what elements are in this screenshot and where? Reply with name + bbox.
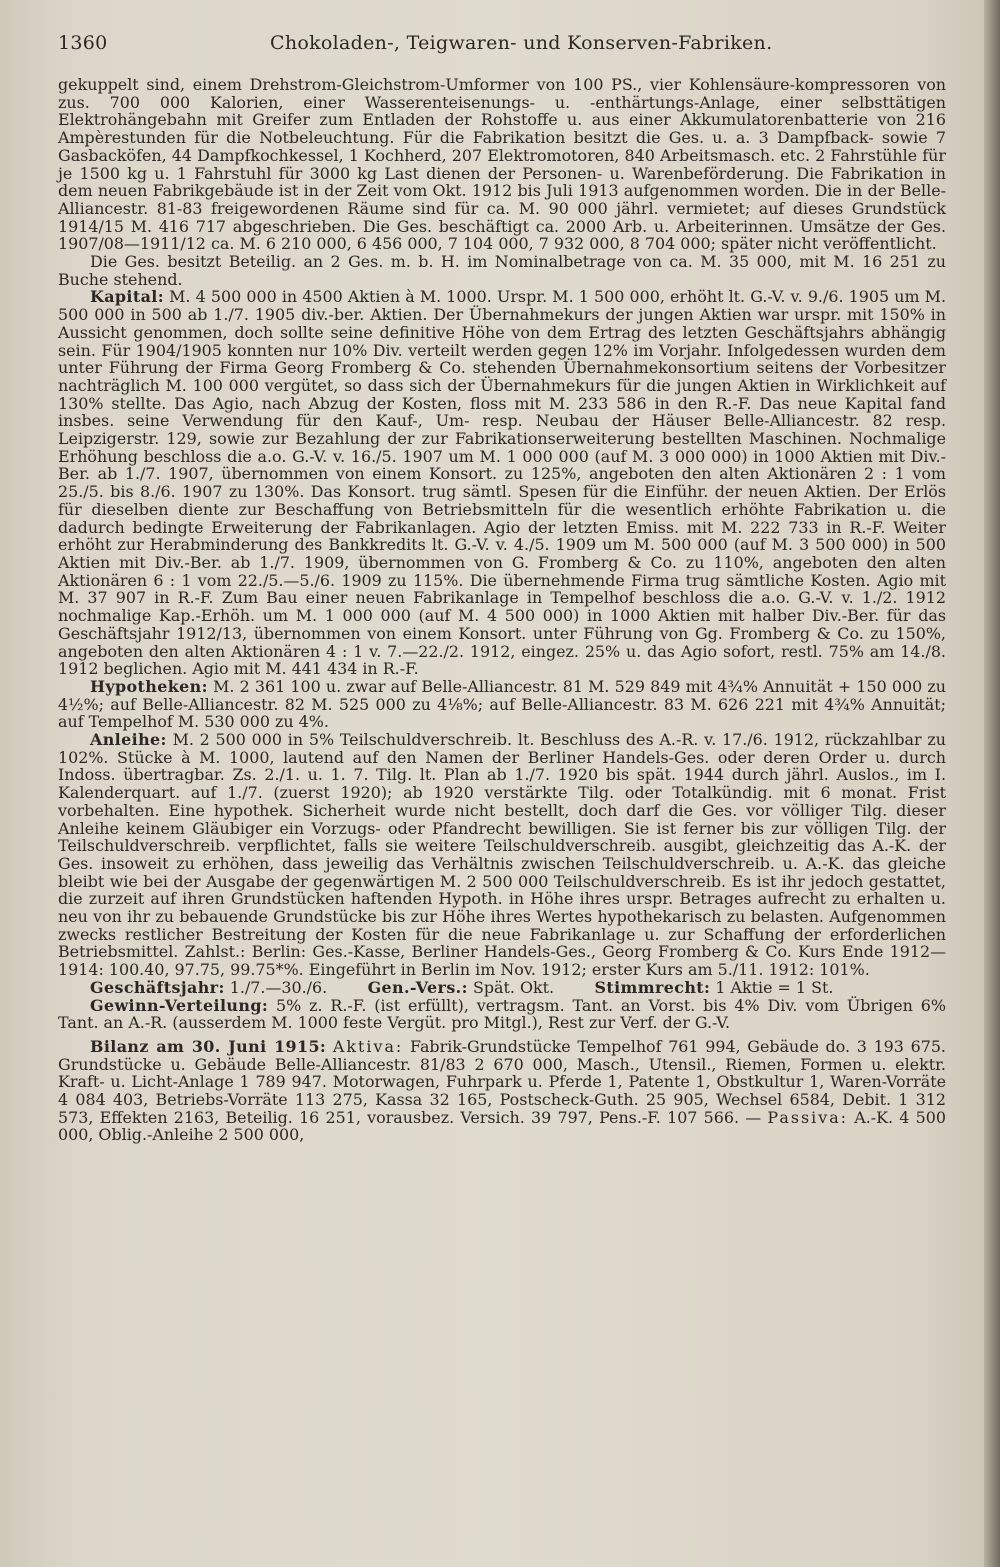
page-edge-shadow bbox=[984, 0, 1000, 1567]
section-kapital bbox=[58, 288, 946, 677]
bilanz-text: Fabrik-Grundstücke Tempelhof 761 994, Gebäude do. 3 193 675. Grundstücke u. Gebäude Belle-Alliancestr. 81/83 2 670 000, Masch., Utensil., Riemen, Formen u. elektr. Kraft- u. Licht-Anlage 1 789 947. Motorwagen, Fuhrpark u. Pferde 1, Patente 1, Obstkultur 1, Waren-Vorräte 4 084 403, Betriebs-Vorräte 113 275, Kassa 32 165, Postscheck-Guth. 25 905, Wechsel 6584, Debit. 1 312 573, Effekten 2163, Beteilig. 16 251, vorausbez. Versich. 39 797, Pens.-F. 107 566. — bbox=[58, 1036, 946, 1127]
kapital-text: M. 4 500 000 in 4500 Aktien à M. 1000. Urspr. M. 1 500 000, erhöht lt. G.-V. v. 9./6. 1905 um M. 500 000 in 500 ab 1./7. 1905 div.-ber. Aktien. Der Übernahmekurs der jungen Aktien war urspr. mit 150% in Aussicht genommen, doch sollte seine definitive Höhe von dem Ertrag des letzten Geschäftsjahrs abhängig sein. Für 1904/1905 konnten nur 10% Div. verteilt werden gegen 12% im Vorjahr. Infolgedessen wurden dem unter Führung der Firma Georg Fromberg & Co. stehenden Übernahmekonsortium seitens der Vorbesitzer nachträglich M. 100 000 vergütet, so dass sich der Übernahmekurs für die jungen Aktien in Wirklichkeit auf 130% stellte. Das Agio, nach Abzug der Kosten, floss mit M. 233 586 in den R.-F. Das neue Kapital fand insbes. seine Verwendung für den Kauf-, Um- resp. Neubau der Häuser Belle-Alliancestr. 82 resp. Leipzigerstr. 129, sowie zur Bezahlung der zur Fabrikationserweiterung bestellten Maschinen. Nochmalige Erhöhung beschloss die a.o. G.-V. v. 16./5. 1907 um M. 1 000 000 (auf M. 3 000 000) in 1000 Aktien mit Div.-Ber. ab 1./7. 1907, übernommen von einem Konsort. zu 125%, angeboten den alten Aktionären 2 : 1 vom 25./5. bis 8./6. 1907 zu 130%. Das Konsort. trug sämtl. Spesen für die Einführ. der neuen Aktien. Der Erlös für dieselben diente zur Beschaffung von Betriebsmitteln für die wesentlich erhöhte Fabrikation u. die dadurch bedingte Erweiterung der Fabrikanlagen. Agio der letzten Emiss. mit M. 222 733 in R.-F. Weiter erhöht zur Herabminderung des Bankkredits lt. G.-V. v. 4./5. 1909 um M. 500 000 (auf M. 3 500 000) in 500 Aktien mit Div.-Ber. ab 1./7. 1909, übernommen von G. Fromberg & Co. zu 110%, angeboten den alten Aktionären 6 : 1 vom 22./5.—5./6. 1909 zu 115%. Die übernehmende Firma trug sämtliche Kosten. Agio mit M. 37 907 in R.-F. Zum Bau einer neuen Fabrikanlage in Tempelhof beschloss die a.o. G.-V. v. 1./2. 1912 nochmalige Kap.-Erhöh. um M. 1 000 000 (auf M. 4 500 000) in 1000 Aktien mit halber Div.-Ber. für das Geschäftsjahr 1912/13, übernommen von einem Konsort. unter Führung von Gg. Fromberg & Co. zu 150%, angeboten den alten Aktionären 4 : 1 v. 7.—22./2. 1912, eingez. 25% u. das Agio sofort, restl. 75% am 14./8. 1912 beglichen. Agio mit M. 441 434 in R.-F. bbox=[58, 287, 946, 679]
section-anleihe bbox=[58, 731, 946, 979]
passiva-text: A.-K. 4 500 000, Oblig.-Anleihe 2 500 000, bbox=[58, 1107, 946, 1145]
stimmrecht-label: Stimmrecht: bbox=[594, 977, 711, 997]
page-header bbox=[58, 32, 958, 62]
kapital-label: Kapital: bbox=[90, 287, 164, 307]
anleihe-label: Anleihe: bbox=[90, 730, 167, 750]
genvers-text: Spät. Okt. bbox=[472, 977, 555, 997]
geschaeftsjahr-label: Geschäftsjahr: bbox=[90, 977, 225, 997]
anleihe-text: M. 2 500 000 in 5% Teilschuldverschreib. lt. Beschluss des A.-R. v. 17./6. 1912, rückzahlbar zu 102%. Stücke à M. 1000, lautend auf den Namen der Berliner Handels-Ges. oder deren Order u. durch Indoss. übertragbar. Zs. 2./1. u. 1. 7. Tilg. lt. Plan ab 1./7. 1920 bis spät. 1944 durch jährl. Auslos., im I. Kalenderquart. auf 1./7. (zuerst 1920); ab 1920 verstärkte Tilg. oder Totalkündig. mit 6 monat. Frist vorbehalten. Eine hypothek. Sicherheit wurde nicht bestellt, doch darf die Ges. vor völliger Tilg. dieser Anleihe keinem Gläubiger ein Vorzugs- oder Pfandrecht bewilligen. Sie ist ferner bis zur völligen Tilg. der Teilschuldverschreib. verpflichtet, falls sie weitere Teilschuldverschreib. ausgibt, gleichzeitig das A.-K. der Ges. insoweit zu erhöhen, dass jeweilig das Verhältnis zwischen Teilschuldverschreib. u. A.-K. das gleiche bleibt wie bei der Ausgabe der gegenwärtigen M. 2 500 000 Teilschuldverschreib. Es ist ihr jedoch gestattet, die zurzeit auf ihren Grundstücken haftenden Hypoth. in Höhe ihres urspr. Betrages aufrecht zu erhalten u. neu von ihr zu bebauende Grundstücke bis zur Höhe ihres Wertes hypothekarisch zu belasten. Aufgenommen zwecks restlicher Bestreitung der Kosten für die neue Fabrikanlage u. zur Schaffung der erforderlichen Betriebsmittel. Zahlst.: Berlin: Ges.-Kasse, Berliner Handels-Ges., Georg Fromberg & Co. Kurs Ende 1912—1914: 100.40, 97.75, 99.75*%. Eingeführt in Berlin im Nov. 1912; erster Kurs am 5./11. 1912: 101%. bbox=[58, 730, 946, 980]
paragraph-participations: Die Ges. besitzt Beteilig. an 2 Ges. m. b. H. im Nominalbetrage von ca. M. 35 000, mit M. 16 251 zu Buche stehend. bbox=[58, 252, 946, 289]
paragraph-facilities: gekuppelt sind, einem Drehstrom-Gleichstrom-Umformer von 100 PS., vier Kohlensäure-kompressoren von zus. 700 000 Kalorien, einer Wasserenteisenungs- u. -enthärtungs-Anlage, einer selbsttätigen Elektrohängebahn mit Greifer zum Entladen der Rohstoffe u. aus einer Akkumulatorenbatterie von 216 Ampèrestunden für die Notbeleuchtung. Für die Fabrikation besitzt die Ges. u. a. 3 Dampfback- sowie 7 Gasbacköfen, 44 Dampfkochkessel, 1 Kochherd, 207 Elektromotoren, 840 Arbeitsmasch. etc. 2 Fahrstühle für je 1500 kg u. 1 Fahrstuhl für 3000 kg Last dienen der Personen- u. Warenbeförderung. Die Fabrikation in dem neuen Fabrikgebäude ist in der Zeit vom Okt. 1912 bis Juli 1913 aufgenommen worden. Die in der Belle-Alliancestr. 81-83 freigewordenen Räume sind für ca. M. 90 000 jährl. vermietet; auf dieses Grundstück 1914/15 M. 416 717 abgeschrieben. Die Ges. beschäftigt ca. 2000 Arb. u. Arbeiterinnen. Umsätze der Ges. 1907/08—1911/12 ca. M. 6 210 000, 6 456 000, 7 104 000, 7 932 000, 8 704 000; später nicht veröffentlicht. bbox=[58, 75, 946, 254]
gewinn-label: Gewinn-Verteilung: bbox=[90, 995, 269, 1015]
geschaeftsjahr-text: 1./7.—30./6. bbox=[229, 977, 328, 997]
body-text bbox=[58, 76, 946, 1144]
bilanz-label: Bilanz am 30. Juni 1915: bbox=[90, 1036, 327, 1056]
aktiva-word: Aktiva: bbox=[332, 1036, 404, 1056]
section-meta bbox=[58, 979, 946, 997]
running-title: Chokoladen-, Teigwaren- und Konserven-Fabriken. bbox=[270, 32, 773, 54]
section-gewinn bbox=[58, 997, 946, 1032]
section-bilanz bbox=[58, 1038, 946, 1144]
page-number: 1360 bbox=[58, 32, 108, 54]
stimmrecht-text: 1 Aktie = 1 St. bbox=[715, 977, 834, 997]
hypotheken-text: M. 2 361 100 u. zwar auf Belle-Alliancestr. 81 M. 529 849 mit 4¾% Annuität + 150 000 zu 4½%; auf Belle-Alliancestr. 82 M. 525 000 zu 4⅛%; auf Belle-Alliancestr. 83 M. 626 221 mit 4¾% Annuität; auf Tempelhof M. 530 000 zu 4%. bbox=[58, 676, 946, 732]
gewinn-text: 5% z. R.-F. (ist erfüllt), vertragsm. Tant. an Vorst. bis 4% Div. vom Übrigen 6% Tant. an A.-R. (ausserdem M. 1000 feste Vergüt. pro Mitgl.), Rest zur Verf. der G.-V. bbox=[58, 995, 946, 1033]
hypotheken-label: Hypotheken: bbox=[90, 676, 208, 696]
section-hypotheken bbox=[58, 678, 946, 731]
passiva-word: Passiva: bbox=[767, 1107, 849, 1127]
genvers-label: Gen.-Vers.: bbox=[367, 977, 468, 997]
